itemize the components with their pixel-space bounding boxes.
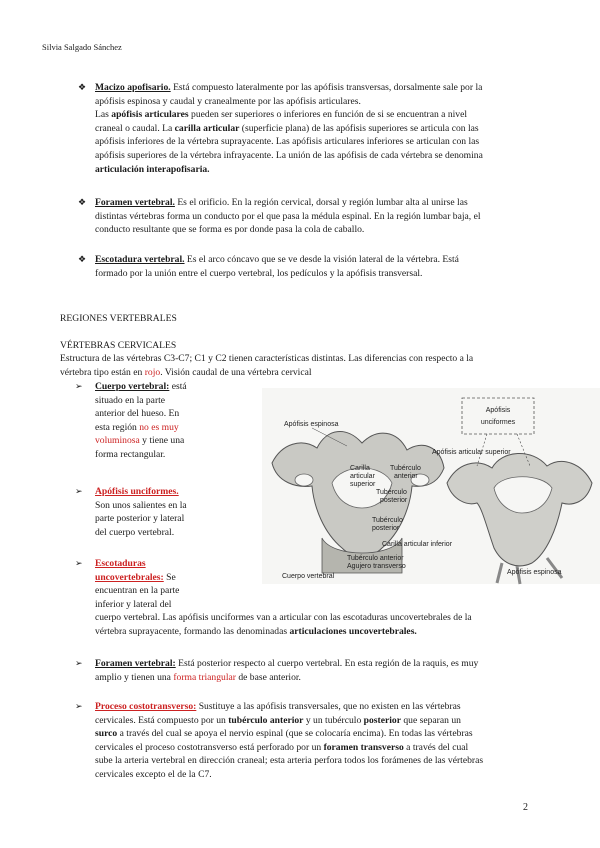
- label-tuberculo-anterior-b: Tubérculo anterior: [347, 555, 404, 562]
- arrow-icon: ➢: [75, 558, 83, 568]
- arrow-icon: ➢: [75, 701, 83, 711]
- label-tuberculo-posterior-b1: Tubérculo: [372, 517, 403, 524]
- label-tuberculo-posterior-1: Tubérculo: [376, 489, 407, 496]
- label-apofisis-espinosa-2: Apófisis espinosa: [507, 569, 562, 576]
- label-tuberculo-anterior-2: anterior: [394, 473, 418, 480]
- intro-text: Estructura de las vértebras C3-C7; C1 y C2 tienen características distintas. Las diferencias con respecto a la vértebra tipo están en rojo. Visión caudal de una vértebra cervical: [60, 353, 474, 378]
- label-carilla: Carilla: [350, 465, 370, 472]
- item-proceso-costotransverso: Proceso costotransverso: Sustituye a las apófisis transversales, que no existen en las vértebras cervicales. Está compuesto por un tubérculo anterior y un tubérculo posterior que separan un surco a través del cual se apoya el nervio espinal (que se colocaría encima). En todas las vértebras cervicales el proceso costotransverso está perforado por un foramen transverso a través del cual sube la arteria vertebral en dirección craneal; esta arteria perfora todos los forámenes de las vértebras cervicales excepto el de la C7.: [95, 701, 484, 780]
- arrow-icon: ➢: [75, 658, 83, 668]
- label-cuerpo-vertebral: Cuerpo vertebral: [282, 573, 335, 580]
- label-apofisis-espinosa: Apófisis espinosa: [284, 421, 339, 428]
- vertebra-figure: [262, 388, 600, 588]
- label-tuberculo-posterior-b2: posterior: [372, 525, 400, 532]
- bullet-icon: ❖: [78, 254, 87, 264]
- label-tuberculo-posterior-2: posterior: [380, 497, 408, 504]
- item-apofisis-unciformes: Apófisis unciformes. Son unos salientes en la parte posterior y lateral del cuerpo vertebral.: [95, 486, 187, 538]
- label-apofisis-unciformes-2: unciformes: [480, 419, 516, 426]
- page-header: Silvia Salgado Sánchez: [42, 42, 122, 52]
- label-carilla-articular-inferior: Carilla articular inferior: [382, 541, 453, 548]
- section-title: REGIONES VERTEBRALES: [60, 313, 177, 324]
- subsection-title: VÉRTEBRAS CERVICALES: [60, 340, 177, 351]
- bullet-icon: ❖: [78, 82, 87, 92]
- arrow-icon: ➢: [75, 486, 83, 496]
- bullet-icon: ❖: [78, 197, 87, 207]
- label-articular: articular: [350, 473, 375, 480]
- page-number: 2: [523, 802, 528, 813]
- bullet-foramen-vertebral: Foramen vertebral. Es el orificio. En la región cervical, dorsal y región lumbar alta al unirse las distintas vértebras forma un conducto por el que pasa la médula espinal. En la región lumbar baja, el conducto resultante que se forma es por donde pasa la cola de caballo.: [95, 197, 481, 236]
- item-foramen-vertebral: Foramen vertebral: Está posterior respecto al cuerpo vertebral. En esta región de la raquis, es muy amplio y tienen una forma triangular de base anterior.: [95, 658, 479, 683]
- label-tuberculo-anterior-1: Tubérculo: [390, 465, 421, 472]
- bullet-macizo-apofisario: Macizo apofisario. Está compuesto lateralmente por las apófisis transversas, dorsalmente sale por la apófisis espinosa y caudal y cranealmente por las apófisis articulares. Las apófisis articulares pueden ser superiores o inferiores en función de si se encuentran a nivel craneal o caudal. La carilla articular (superficie plana) de las apófisis superiores se articula con las apófisis inferiores de la vértebra suprayacente. Las apófisis articulares inferiores se articulan con las apófisis superiores de la vértebra infrayacente. La unión de las apófisis de cada vértebra se denomina articulación interapofisaria.: [95, 82, 483, 175]
- label-apofisis-articular-superior: Apófisis articular superior: [432, 449, 511, 456]
- label-superior: superior: [350, 481, 376, 488]
- item-cuerpo-vertebral: Cuerpo vertebral: está situado en la parte anterior del hueso. En esta región no es muy voluminosa y tiene una forma rectangular.: [95, 381, 187, 460]
- label-agujero-transverso: Agujero transverso: [347, 563, 406, 570]
- label-apofisis-unciformes-1: Apófisis: [485, 407, 511, 414]
- bullet-escotadura-vertebral: Escotadura vertebral. Es el arco cóncavo que se ve desde la visión lateral de la vértebra. Está formado por la unión entre el cuerpo vertebral, los pedículos y la apófisis transversal.: [95, 254, 459, 279]
- item-escotaduras-uncovertebrales: Escotaduras uncovertebrales: Se encuentran en la parte inferior y lateral del cuerpo vertebral. Las apófisis unciformes van a articular con las escotaduras uncovertebrales de la vértebra suprayacente, formando las denominadas articulaciones uncovertebrales.: [95, 558, 472, 637]
- arrow-icon: ➢: [75, 381, 83, 391]
